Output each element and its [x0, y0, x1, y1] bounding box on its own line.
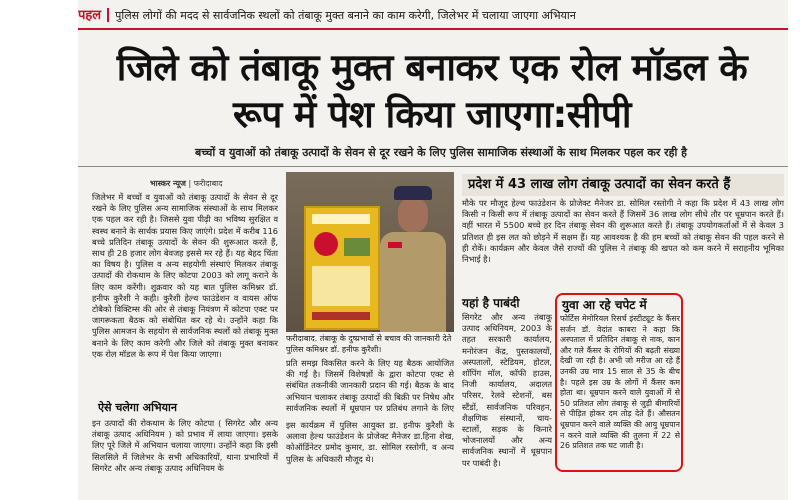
- youth-title: युवा आ रहे चपेट में: [562, 298, 647, 312]
- officer-figure: [380, 186, 446, 332]
- section-title-campaign: ऐसे चलेगा अभियान: [98, 401, 177, 414]
- byline: [150, 178, 222, 189]
- news-photo: [286, 172, 454, 332]
- ban-body: सिगरेट और अन्य तंबाकू उत्पाद अधिनियम, 2003 के तहत सरकारी कार्यालय, मनोरंजन केंद्र, पुस्तकालयों, अस्पतालों, स्टेडियम, होटल, शॉपिंग मॉल, कॉफी हाउस, निजी कार्यालय, अदालत परिसर, रेलवे स्टेशनों, बस स्टैंडों, सार्वजनिक परिवहन, शैक्षणिक संस्थानों, चाय-स्टालों, सड़क के किनारे भोजनालयों और अन्य सार्वजनिक स्थानों में धूम्रपान पर पाबंदी है।: [462, 312, 552, 468]
- kicker-separator: [107, 8, 109, 22]
- kicker-line: [78, 4, 778, 26]
- column-2-body: प्रति समझ विकसित करने के लिए यह बैठक आयोजित की गई है। जिसमें विशेषज्ञों के द्वारा कोटपा एक्ट से संबंधित तकनीकी जानकारी प्रदान की गई। बैठक के बाद अभियान चलाकर तंबाकू उत्पादों की बिक्री पर निषेध और सार्वजनिक स्थलों में धूम्रपान पर प्रतिबंध लगाने के लिए: [286, 358, 454, 413]
- subheadline: बच्चों व युवाओं को तंबाकू उत्पादों के सेवन से दूर रखने के लिए पुलिस सामाजिक संस्थाओं के साथ मिलकर पहल कर रही है: [194, 146, 688, 159]
- right-section-body: मौके पर मौजूद हेल्थ फाउंडेशन के प्रोजेक्ट मैनेजर डा. सोमिल रस्तोगी ने कहा कि प्रदेश में 43 लाख लोग किसी न किसी रूप में तंबाकू उत्पादों का सेवन करते हैं जिसमें 36 लाख लोग सीधे तौर पर धूम्रपान करते हैं। वहीं भारत में 5500 बच्चे हर दिन तंबाकू सेवन की शुरूआत करते हैं। तंबाकू उपयोगकर्ताओं में से केवल 3 प्रतिशत ही इस लत को छोड़ने में सक्षम हैं। यह आवश्यक है की हम बच्चों को तंबाकू सेवन की पहल करने से ही रोकें। कार्यक्रम और केवल जैसे राज्यों की पुलिस ने तंबाकू की खपत को कम करने में सराहनीय भूमिका निभाई है।: [462, 198, 784, 265]
- poster-image: [304, 206, 380, 330]
- right-section-heading: प्रदेश में 43 लाख लोग तंबाकू उत्पादों का सेवन करते हैं: [462, 174, 784, 196]
- column-2-continued: इस कार्यक्रम में पुलिस आयुक्त डा. हनीफ कुरैशी के अलावा हेल्थ फाउंडेशन के प्रोजेक्ट मैनेजर डा.हिना शेख, कोऑर्डिनेटर प्रमोद कुमार, डा. सोमिल रस्तोगी, व अन्य पुलिस के अधिकारी मौजूद थे।: [286, 420, 454, 464]
- column-1-continued: इन उत्पादों की रोकथाम के लिए कोटपा ( सिगरेट और अन्य तंबाकू उत्पाद अधिनियम ) को प्रभाव में लाया जाएगा। इसके लिए पूरे जिले में अभियान चलाया जाएगा। उन्होंने कहा कि इसी सिलसिले में जिलेभर के सभी अधिकारियों, थाना प्रभारियों में सिगरेट और अन्य तंबाकू उत्पाद अधिनियम के: [92, 418, 278, 473]
- byline-sep: |: [188, 179, 194, 188]
- subhead-rule: [78, 166, 788, 167]
- column-1-body: जिलेभर में बच्चों व युवाओं को तंबाकू उत्पादों के सेवन से दूर रखने के लिए पुलिस अन्य सामाजिक संस्थाओं के साथ मिलकर एक पहल कर रही है। जिससे युवा पीढ़ी का भविष्य सुरक्षित व स्वस्थ बनाने के सार्थक प्रयास किए जाएंगे। प्रदेश में करीब 116 बच्चे प्रतिदिन तंबाकू उत्पादों के सेवन की शुरूआत करते हैं, साथ ही 28 हजार लोग बेवजह इससे मर रहे हैं। यह बेहद चिंता का विषय है। पुलिस व अन्य सहयोगी संस्थाएं मिलकर तंबाकू उत्पादों की रोकथाम के लिए कोटपा 2003 को लागू कराने के लिए काम करेंगी। शुक्रवार को यह बात पुलिस कमिश्नर डॉ. हनीफ कुरैशी ने कही। कुरैशी हेल्थ फाउंडेशन व वायस ऑफ टोबैको विक्टिम्स की ओर से तंबाकू नियंत्रण में कोटपा एक्ट पर जागरूकता बैठक को संबोधित कर रहे थे। उन्होंने कहा कि पुलिस आमजन के सहयोग से सार्वजनिक स्थलों को तंबाकू मुक्त बनाने के लिए काम करेगी और जिले को तंबाकू मुक्त बनाकर एक रोल मॉडल के रूप में पेश किया जाएगा।: [92, 192, 278, 359]
- right-margin: [788, 0, 800, 500]
- kicker-tag: पहल: [78, 7, 102, 23]
- ban-title: यहां है पाबंदी: [462, 296, 520, 310]
- byline-source: भास्कर न्यूज: [150, 179, 186, 188]
- headline: जिले को तंबाकू मुक्त बनाकर एक रोल मॉडल के रूप में पेश किया जाएगा:सीपी: [116, 46, 748, 136]
- left-margin: [0, 0, 78, 500]
- byline-place: फरीदाबाद: [193, 179, 223, 188]
- photo-caption: फरीदाबाद. तंबाकू के दुष्प्रभावों से बचाव की जानकारी देते पुलिस कमिश्नर डॉ. हनीफ कुरैशी।: [286, 334, 452, 354]
- youth-body: फोर्टिस मेमोरियल रिसर्च इंस्टीट्यूट के कैंसर सर्जन डॉ. वेदांत काबरा ने कहा कि अस्पताल में प्रतिदिन तंबाकू से नाक, कान और गले कैंसर के रोगियों की बढ़ती संख्या देखी जा रही है। अभी जो मरीज आ रहे हैं उनकी उम्र मात्र 15 साल से 35 के बीच है। पहले इस उम्र के लोगों में कैंसर कम होता था। धूम्रपान करने वाले युवाओं में से 50 प्रतिशत लोग तंबाकू से जुड़ी बीमारियों से पीड़ित होकर दम तोड़ देते हैं। औसतन धूम्रपान करने वाले व्यक्ति की आयु धूम्रपान न करने वाले व्यक्ति की तुलना में 22 से 26 प्रतिशत तक घट जाती है।: [560, 314, 680, 451]
- top-rule: [78, 28, 788, 30]
- kicker-text: पुलिस लोगों की मदद से सार्वजनिक स्थलों को तंबाकू मुक्त बनाने का काम करेगी, जिलेभर में चलाया जाएगा अभियान: [115, 8, 576, 22]
